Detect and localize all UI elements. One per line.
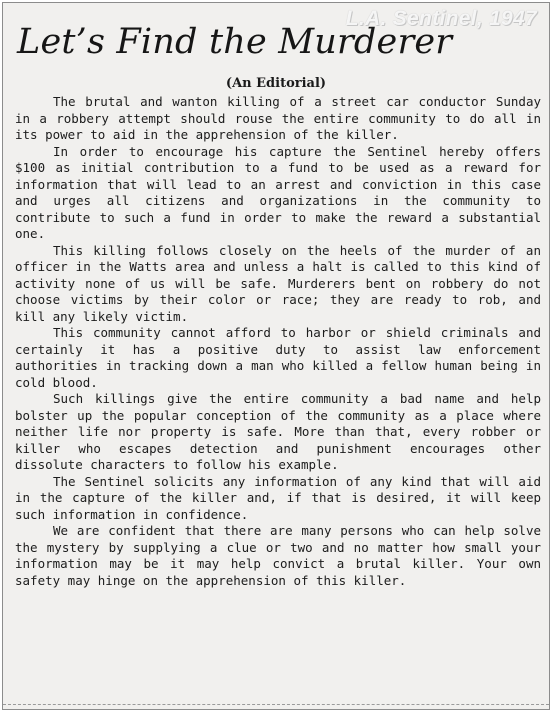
editorial-headline: Let’s Find the Murderer — [17, 22, 453, 62]
bottom-rule — [3, 704, 549, 705]
paragraph-5: Such killings give the entire community a bad name and help bolster up the popular conception of the community as a place where neither life nor property is safe. More than that, every robber or killer who escapes detection and punishment encourages other dissolute characters to follow his example. — [15, 391, 541, 472]
source-watermark: L.A. Sentinel, 1947 — [345, 7, 537, 30]
paragraph-7: We are confident that there are many persons who can help solve the mystery by supplying a clue or two and no matter how small your information may be it may help convict a brutal killer. Your own safety may hinge on the apprehension of this killer. — [15, 523, 541, 588]
paragraph-6: The Sentinel solicits any information of any kind that will aid in the capture of the killer and, if that is desired, it will keep such information in confidence. — [15, 473, 541, 522]
newspaper-clipping — [2, 2, 550, 710]
editorial-body — [15, 94, 541, 589]
paragraph-1: The brutal and wanton killing of a street car conductor Sunday in a robbery attempt should rouse the entire community to do all in its power to aid in the apprehension of the killer. — [15, 94, 541, 142]
paragraph-3: This killing follows closely on the heels of the murder of an officer in the Watts area and unless a halt is called to this kind of activity none of us will be safe. Murderers bent on robbery do not choose victims by their color or race; they are ready to rob, and kill any likely victim. — [15, 242, 541, 324]
editorial-subhead: (An Editorial) — [225, 76, 327, 91]
paragraph-4: This community cannot afford to harbor or shield criminals and certainly it has a positive duty to assist law enforcement authorities in tracking down a man who killed a fellow human being in cold blood. — [15, 325, 541, 390]
paragraph-2: In order to encourage his capture the Sentinel hereby offers $100 as initial contribution to a fund to be used as a reward for information that will lead to an arrest and conviction in this case and urges all citizens and organizations in the community to contribute to such a fund in order to make the reward a substantial one. — [15, 143, 541, 241]
